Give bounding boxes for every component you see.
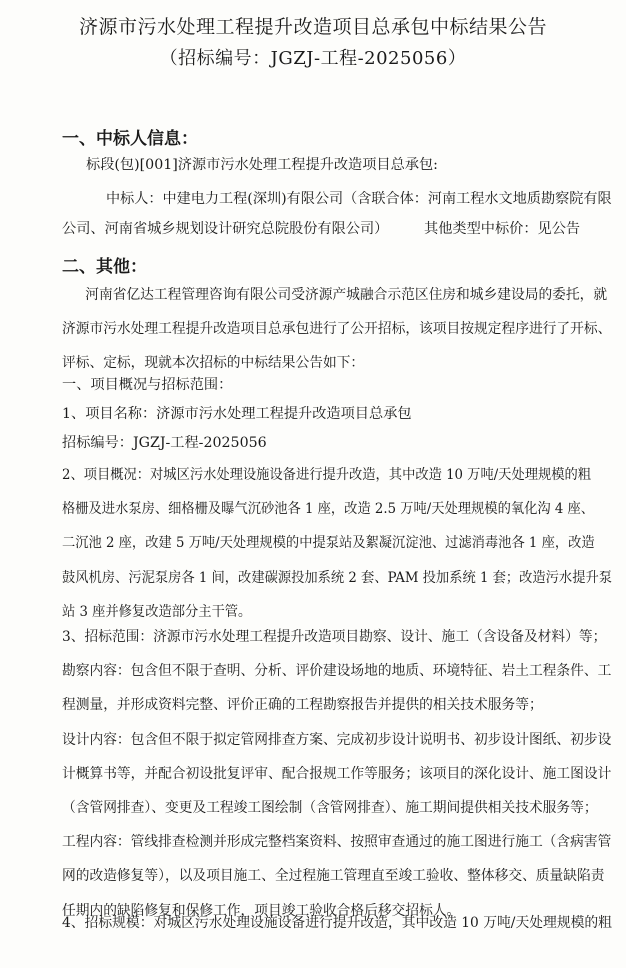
item3-scope (62, 620, 626, 928)
intro-line: 济源市污水处理工程提升改造项目总承包进行了公开招标，该项目按规定程序进行了开标、 (62, 321, 612, 338)
item2-overview (62, 458, 626, 629)
item2-line: 格栅及进水泵房、细格栅及曝气沉砂池各 1 座，改造 2.5 万吨/天处理规模的氧化沟 4 座、 (62, 501, 595, 518)
winner-line-1: 中标人：中建电力工程(深圳)有限公司（含联合体：河南工程水文地质勘察院有限 (106, 191, 612, 207)
winner-line-2: 公司、河南省城乡规划设计研究总院股份有限公司） (62, 221, 389, 237)
item2-line: 站 3 座并修复改造部分主干管。 (62, 603, 252, 620)
item3-line: 程测量，并形成资料完整、评价正确的工程勘察报告并提供的相关技术服务等； (62, 697, 543, 714)
item3-line: （含管网排查）、变更及工程竣工图绘制（含管网排查）、施工期间提供相关技术服务等； (62, 800, 598, 817)
item3-line: 勘察内容：包含但不限于查明、分析、评价建设场地的地质、环境特征、岩土工程条件、工 (62, 663, 612, 680)
item4-scale: 4、招标规模：对城区污水处理设施设备进行提升改造，其中改造 10 万吨/天处理规模的粗 (62, 915, 612, 931)
section1-heading: 一、中标人信息： (62, 129, 198, 149)
item3-line: 3、招标范围：济源市污水处理工程提升改造项目勘察、设计、施工（含设备及材料）等； (62, 629, 607, 645)
bid-number: 招标编号：JGZJ-工程-2025056 (62, 435, 267, 451)
intro-line: 河南省亿达工程管理咨询有限公司受济源产城融合示范区住房和城乡建设局的委托，就 (85, 287, 608, 303)
overview-heading: 一、项目概况与招标范围： (62, 377, 233, 393)
item2-line: 二沉池 2 座，改建 5 万吨/天处理规模的中提泵站及絮凝沉淀池、过滤消毒池各 1 座，改造 (62, 535, 595, 552)
intro-line: 评标、定标，现就本次招标的中标结果公告如下： (62, 355, 365, 372)
item3-line: 设计内容：包含但不限于拟定管网排查方案、完成初步设计说明书、初步设计图纸、初步设 (62, 731, 612, 748)
item2-line: 2、项目概况：对城区污水处理设施设备进行提升改造，其中改造 10 万吨/天处理规模的粗 (62, 467, 592, 483)
item3-line: 计概算书等，并配合初设批复评审、配合报规工作等服务；该项目的深化设计、施工图设计 (62, 765, 612, 782)
section2-heading: 二、其他： (62, 257, 147, 277)
page-title: 济源市污水处理工程提升改造项目总承包中标结果公告 (78, 16, 547, 38)
intro-paragraph (62, 278, 626, 381)
page-subtitle: （招标编号：JGZJ-工程-2025056） (159, 48, 467, 69)
item1-project-name: 1、项目名称：济源市污水处理工程提升改造项目总承包 (62, 406, 412, 422)
item3-line: 工程内容：管线排查检测并形成完整档案资料、按照审查通过的施工图进行施工（含病害管 (62, 834, 612, 851)
bid-price: 其他类型中标价：见公告 (424, 221, 581, 237)
lot-line: 标段(包)[001]济源市污水处理工程提升改造项目总承包: (86, 157, 438, 173)
item2-line: 鼓风机房、污泥泵房各 1 间，改建碳源投加系统 2 套、PAM 投加系统 1 套；改造污水提升泵 (62, 569, 612, 586)
item3-line: 任期内的缺陷修复和保修工作，项目竣工验收合格后移交招标人。 (62, 902, 461, 919)
item3-line: 网的改造修复等），以及项目施工、全过程施工管理直至竣工验收、整体移交、质量缺陷责 (62, 868, 605, 885)
